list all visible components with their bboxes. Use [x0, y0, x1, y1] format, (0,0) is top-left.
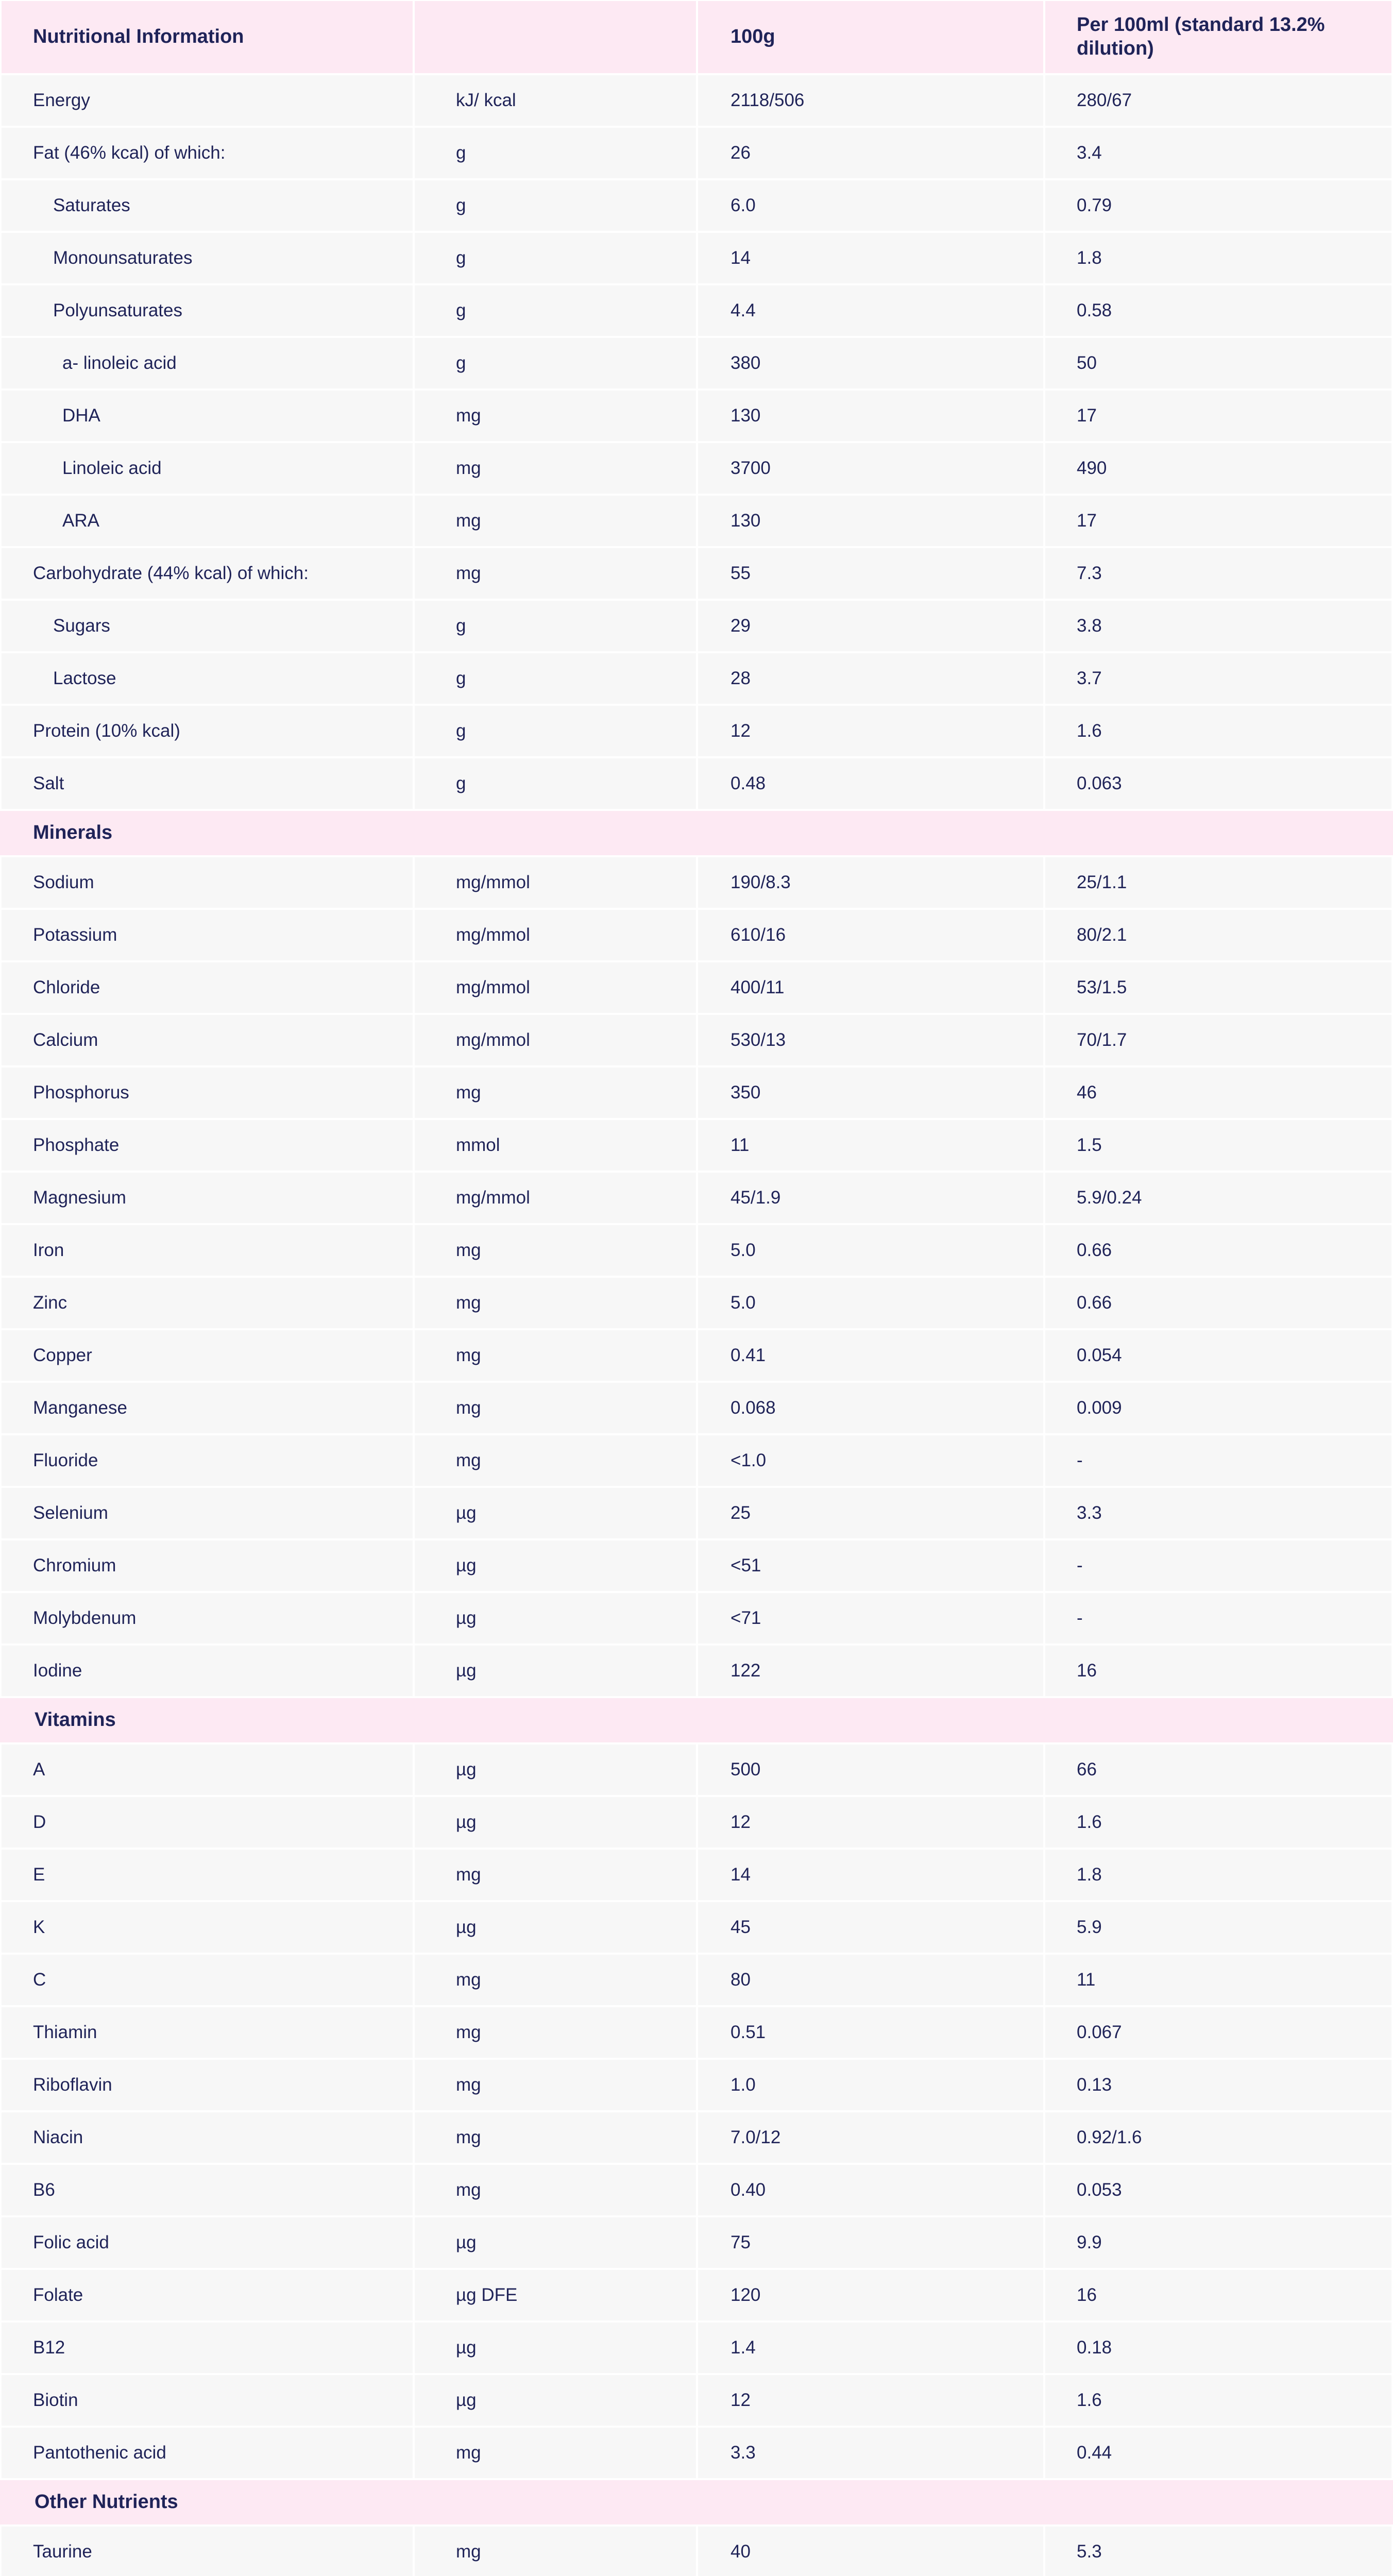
- nutrient-name: Fluoride: [2, 1435, 413, 1486]
- value-per-100ml: 0.66: [1045, 1278, 1391, 1328]
- value-per-100ml: 280/67: [1045, 75, 1391, 126]
- table-row: [0, 180, 1393, 231]
- table-row: [0, 338, 1393, 388]
- value-per-100g: 28: [698, 653, 1043, 704]
- nutrient-unit: mg: [415, 2060, 696, 2110]
- value-per-100g: 11: [698, 1120, 1043, 1171]
- table-row: [0, 1850, 1393, 1900]
- table-row: [0, 962, 1393, 1013]
- value-per-100ml: 3.4: [1045, 128, 1391, 178]
- nutrient-name: Copper: [2, 1330, 413, 1381]
- nutrient-name: Linoleic acid: [2, 443, 413, 494]
- nutrient-name: B6: [2, 2165, 413, 2215]
- header-nutritional-information: Nutritional Information: [2, 1, 413, 73]
- value-per-100ml: 0.66: [1045, 1225, 1391, 1276]
- value-per-100ml: 3.8: [1045, 601, 1391, 651]
- value-per-100g: 55: [698, 548, 1043, 599]
- nutrient-name: Carbohydrate (44% kcal) of which:: [2, 548, 413, 599]
- value-per-100ml: 17: [1045, 391, 1391, 441]
- table-row: [0, 910, 1393, 960]
- value-per-100g: <1.0: [698, 1435, 1043, 1486]
- value-per-100ml: 0.92/1.6: [1045, 2112, 1391, 2163]
- value-per-100ml: 0.067: [1045, 2007, 1391, 2058]
- nutrient-unit: mg: [415, 2007, 696, 2058]
- nutrient-name: Biotin: [2, 2375, 413, 2426]
- nutrient-name: Chromium: [2, 1540, 413, 1591]
- table-row: [0, 857, 1393, 908]
- nutrient-unit: µg: [415, 1902, 696, 1953]
- table-row: [0, 1744, 1393, 1795]
- nutrient-unit: mg/mmol: [415, 962, 696, 1013]
- nutrient-unit: mg: [415, 391, 696, 441]
- nutrient-unit: mg: [415, 2428, 696, 2478]
- value-per-100ml: 5.3: [1045, 2527, 1391, 2576]
- value-per-100ml: 66: [1045, 1744, 1391, 1795]
- table-row: [0, 2060, 1393, 2110]
- header-unit: [415, 1, 696, 73]
- value-per-100ml: 1.5: [1045, 1120, 1391, 1171]
- nutrient-unit: mg/mmol: [415, 1173, 696, 1223]
- table-row: [0, 1067, 1393, 1118]
- value-per-100ml: 0.009: [1045, 1383, 1391, 1433]
- nutrient-unit: g: [415, 338, 696, 388]
- header-per-100ml: Per 100ml (standard 13.2% dilution): [1045, 1, 1391, 73]
- nutrient-unit: mg: [415, 443, 696, 494]
- value-per-100ml: 80/2.1: [1045, 910, 1391, 960]
- nutrient-unit: g: [415, 706, 696, 756]
- nutrient-name: Riboflavin: [2, 2060, 413, 2110]
- value-per-100g: 75: [698, 2217, 1043, 2268]
- value-per-100ml: 16: [1045, 1646, 1391, 1696]
- value-per-100g: 45/1.9: [698, 1173, 1043, 1223]
- table-row: [0, 2112, 1393, 2163]
- nutrient-name: K: [2, 1902, 413, 1953]
- value-per-100g: 530/13: [698, 1015, 1043, 1065]
- nutrient-unit: µg: [415, 1797, 696, 1848]
- value-per-100ml: -: [1045, 1593, 1391, 1643]
- value-per-100g: 29: [698, 601, 1043, 651]
- value-per-100g: 130: [698, 496, 1043, 546]
- nutrient-unit: µg: [415, 1646, 696, 1696]
- value-per-100g: 12: [698, 706, 1043, 756]
- value-per-100g: 610/16: [698, 910, 1043, 960]
- value-per-100ml: -: [1045, 1435, 1391, 1486]
- value-per-100g: 0.48: [698, 758, 1043, 809]
- value-per-100g: 14: [698, 1850, 1043, 1900]
- table-row: [0, 128, 1393, 178]
- table-row: [0, 601, 1393, 651]
- value-per-100g: 5.0: [698, 1278, 1043, 1328]
- nutrient-unit: mg: [415, 1435, 696, 1486]
- value-per-100g: 26: [698, 128, 1043, 178]
- value-per-100g: 0.51: [698, 2007, 1043, 2058]
- table-row: [0, 1330, 1393, 1381]
- table-row: [0, 2270, 1393, 2320]
- value-per-100g: 0.40: [698, 2165, 1043, 2215]
- nutrient-name: Energy: [2, 75, 413, 126]
- table-row: [0, 75, 1393, 126]
- value-per-100ml: 3.3: [1045, 1488, 1391, 1538]
- section-header: [0, 1698, 1393, 1742]
- value-per-100ml: 490: [1045, 443, 1391, 494]
- nutrient-unit: mg: [415, 1383, 696, 1433]
- value-per-100g: 350: [698, 1067, 1043, 1118]
- value-per-100ml: 0.063: [1045, 758, 1391, 809]
- table-row: [0, 2323, 1393, 2373]
- value-per-100ml: 1.6: [1045, 2375, 1391, 2426]
- value-per-100g: 120: [698, 2270, 1043, 2320]
- table-row: [0, 548, 1393, 599]
- value-per-100ml: 0.054: [1045, 1330, 1391, 1381]
- value-per-100g: <51: [698, 1540, 1043, 1591]
- nutrient-unit: mg: [415, 1330, 696, 1381]
- table-row: [0, 1435, 1393, 1486]
- nutrient-unit: mg: [415, 1850, 696, 1900]
- value-per-100ml: 7.3: [1045, 548, 1391, 599]
- nutrient-unit: mg: [415, 1067, 696, 1118]
- table-row: [0, 2375, 1393, 2426]
- nutrient-name: Iodine: [2, 1646, 413, 1696]
- table-row: [0, 1173, 1393, 1223]
- table-row: [0, 285, 1393, 336]
- nutrient-unit: mg: [415, 1225, 696, 1276]
- section-title: Other Nutrients: [2, 2480, 1391, 2524]
- nutrient-unit: µg DFE: [415, 2270, 696, 2320]
- section-header: [0, 2480, 1393, 2524]
- table-row: [0, 1120, 1393, 1171]
- nutrient-unit: g: [415, 285, 696, 336]
- table-row: [0, 1540, 1393, 1591]
- table-row: [0, 496, 1393, 546]
- value-per-100g: 40: [698, 2527, 1043, 2576]
- nutrient-name: Folate: [2, 2270, 413, 2320]
- nutrient-name: B12: [2, 2323, 413, 2373]
- nutrient-name: Sugars: [2, 601, 413, 651]
- value-per-100ml: 17: [1045, 496, 1391, 546]
- value-per-100ml: 50: [1045, 338, 1391, 388]
- value-per-100ml: 3.7: [1045, 653, 1391, 704]
- nutrient-unit: mg: [415, 496, 696, 546]
- value-per-100ml: 1.6: [1045, 1797, 1391, 1848]
- nutrient-unit: µg: [415, 1744, 696, 1795]
- nutrient-unit: g: [415, 653, 696, 704]
- nutrient-unit: µg: [415, 2375, 696, 2426]
- nutrient-unit: mg: [415, 548, 696, 599]
- value-per-100g: 45: [698, 1902, 1043, 1953]
- table-row: [0, 1902, 1393, 1953]
- nutrient-name: Monounsaturates: [2, 233, 413, 283]
- nutrient-name: Manganese: [2, 1383, 413, 1433]
- nutrient-name: Protein (10% kcal): [2, 706, 413, 756]
- table-row: [0, 653, 1393, 704]
- nutrient-name: ARA: [2, 496, 413, 546]
- value-per-100g: 400/11: [698, 962, 1043, 1013]
- value-per-100g: 5.0: [698, 1225, 1043, 1276]
- nutrient-name: C: [2, 1955, 413, 2005]
- value-per-100g: 122: [698, 1646, 1043, 1696]
- value-per-100g: 3.3: [698, 2428, 1043, 2478]
- value-per-100ml: 1.8: [1045, 1850, 1391, 1900]
- table-row: [0, 1797, 1393, 1848]
- nutrient-name: Pantothenic acid: [2, 2428, 413, 2478]
- nutrient-name: Molybdenum: [2, 1593, 413, 1643]
- nutrient-name: Magnesium: [2, 1173, 413, 1223]
- table-row: [0, 2007, 1393, 2058]
- value-per-100ml: 0.79: [1045, 180, 1391, 231]
- table-row: [0, 1225, 1393, 1276]
- value-per-100g: 4.4: [698, 285, 1043, 336]
- table-row: [0, 1593, 1393, 1643]
- table-row: [0, 391, 1393, 441]
- section-title: Minerals: [2, 811, 1391, 855]
- value-per-100g: 3700: [698, 443, 1043, 494]
- value-per-100ml: 46: [1045, 1067, 1391, 1118]
- value-per-100ml: 0.13: [1045, 2060, 1391, 2110]
- value-per-100g: 2118/506: [698, 75, 1043, 126]
- value-per-100ml: 16: [1045, 2270, 1391, 2320]
- nutrient-unit: µg: [415, 1488, 696, 1538]
- value-per-100ml: 0.053: [1045, 2165, 1391, 2215]
- value-per-100ml: 0.58: [1045, 285, 1391, 336]
- table-row: [0, 1383, 1393, 1433]
- nutrient-name: Salt: [2, 758, 413, 809]
- header-100g: 100g: [698, 1, 1043, 73]
- table-row: [0, 1646, 1393, 1696]
- nutrient-name: Iron: [2, 1225, 413, 1276]
- nutrient-name: a- linoleic acid: [2, 338, 413, 388]
- value-per-100ml: 53/1.5: [1045, 962, 1391, 1013]
- nutrient-name: Chloride: [2, 962, 413, 1013]
- section-title: Vitamins: [2, 1698, 1391, 1742]
- table-row: [0, 233, 1393, 283]
- nutrient-name: DHA: [2, 391, 413, 441]
- nutrient-unit: g: [415, 128, 696, 178]
- value-per-100ml: -: [1045, 1540, 1391, 1591]
- value-per-100g: 12: [698, 2375, 1043, 2426]
- nutrient-name: E: [2, 1850, 413, 1900]
- nutrient-name: Selenium: [2, 1488, 413, 1538]
- nutrient-name: Thiamin: [2, 2007, 413, 2058]
- value-per-100ml: 9.9: [1045, 2217, 1391, 2268]
- value-per-100ml: 11: [1045, 1955, 1391, 2005]
- nutrient-unit: mg: [415, 2527, 696, 2576]
- nutrient-unit: mg/mmol: [415, 857, 696, 908]
- value-per-100g: 6.0: [698, 180, 1043, 231]
- value-per-100g: 7.0/12: [698, 2112, 1043, 2163]
- nutrient-unit: mg/mmol: [415, 910, 696, 960]
- nutrient-name: Taurine: [2, 2527, 413, 2576]
- value-per-100g: 500: [698, 1744, 1043, 1795]
- value-per-100g: 14: [698, 233, 1043, 283]
- nutrient-unit: g: [415, 180, 696, 231]
- nutrient-unit: mg: [415, 1955, 696, 2005]
- nutrient-unit: g: [415, 233, 696, 283]
- table-row: [0, 2165, 1393, 2215]
- nutrient-name: Fat (46% kcal) of which:: [2, 128, 413, 178]
- value-per-100g: <71: [698, 1593, 1043, 1643]
- value-per-100ml: 5.9/0.24: [1045, 1173, 1391, 1223]
- nutrient-name: Calcium: [2, 1015, 413, 1065]
- value-per-100g: 130: [698, 391, 1043, 441]
- value-per-100g: 0.068: [698, 1383, 1043, 1433]
- value-per-100ml: 5.9: [1045, 1902, 1391, 1953]
- table-row: [0, 443, 1393, 494]
- table-row: [0, 2428, 1393, 2478]
- section-header: [0, 811, 1393, 855]
- nutrient-name: Phosphorus: [2, 1067, 413, 1118]
- table-row: [0, 1488, 1393, 1538]
- value-per-100g: 80: [698, 1955, 1043, 2005]
- value-per-100ml: 70/1.7: [1045, 1015, 1391, 1065]
- nutrient-unit: kJ/ kcal: [415, 75, 696, 126]
- value-per-100g: 190/8.3: [698, 857, 1043, 908]
- value-per-100ml: 1.8: [1045, 233, 1391, 283]
- value-per-100ml: 0.18: [1045, 2323, 1391, 2373]
- nutrient-unit: µg: [415, 2323, 696, 2373]
- table-row: [0, 1955, 1393, 2005]
- value-per-100ml: 1.6: [1045, 706, 1391, 756]
- table-row: [0, 758, 1393, 809]
- nutrient-unit: g: [415, 601, 696, 651]
- nutrient-unit: g: [415, 758, 696, 809]
- nutrient-unit: mmol: [415, 1120, 696, 1171]
- value-per-100ml: 0.44: [1045, 2428, 1391, 2478]
- table-row: [0, 2217, 1393, 2268]
- nutrient-unit: mg: [415, 2165, 696, 2215]
- nutrient-name: Niacin: [2, 2112, 413, 2163]
- nutrient-unit: mg: [415, 1278, 696, 1328]
- nutrient-unit: mg/mmol: [415, 1015, 696, 1065]
- table-row: [0, 2527, 1393, 2576]
- nutrient-unit: µg: [415, 1593, 696, 1643]
- nutrient-name: D: [2, 1797, 413, 1848]
- table-row: [0, 706, 1393, 756]
- nutrient-name: Potassium: [2, 910, 413, 960]
- value-per-100g: 12: [698, 1797, 1043, 1848]
- nutrient-unit: mg: [415, 2112, 696, 2163]
- value-per-100g: 380: [698, 338, 1043, 388]
- nutrient-name: Saturates: [2, 180, 413, 231]
- value-per-100g: 0.41: [698, 1330, 1043, 1381]
- nutrient-name: Zinc: [2, 1278, 413, 1328]
- nutrient-name: Folic acid: [2, 2217, 413, 2268]
- nutrient-name: Phosphate: [2, 1120, 413, 1171]
- table-header: [0, 1, 1393, 73]
- value-per-100g: 1.4: [698, 2323, 1043, 2373]
- nutrient-name: Lactose: [2, 653, 413, 704]
- value-per-100g: 1.0: [698, 2060, 1043, 2110]
- nutrient-name: A: [2, 1744, 413, 1795]
- nutrient-unit: µg: [415, 1540, 696, 1591]
- nutrient-name: Polyunsaturates: [2, 285, 413, 336]
- table-row: [0, 1278, 1393, 1328]
- table-row: [0, 1015, 1393, 1065]
- value-per-100ml: 25/1.1: [1045, 857, 1391, 908]
- nutrient-name: Sodium: [2, 857, 413, 908]
- value-per-100g: 25: [698, 1488, 1043, 1538]
- nutrient-unit: µg: [415, 2217, 696, 2268]
